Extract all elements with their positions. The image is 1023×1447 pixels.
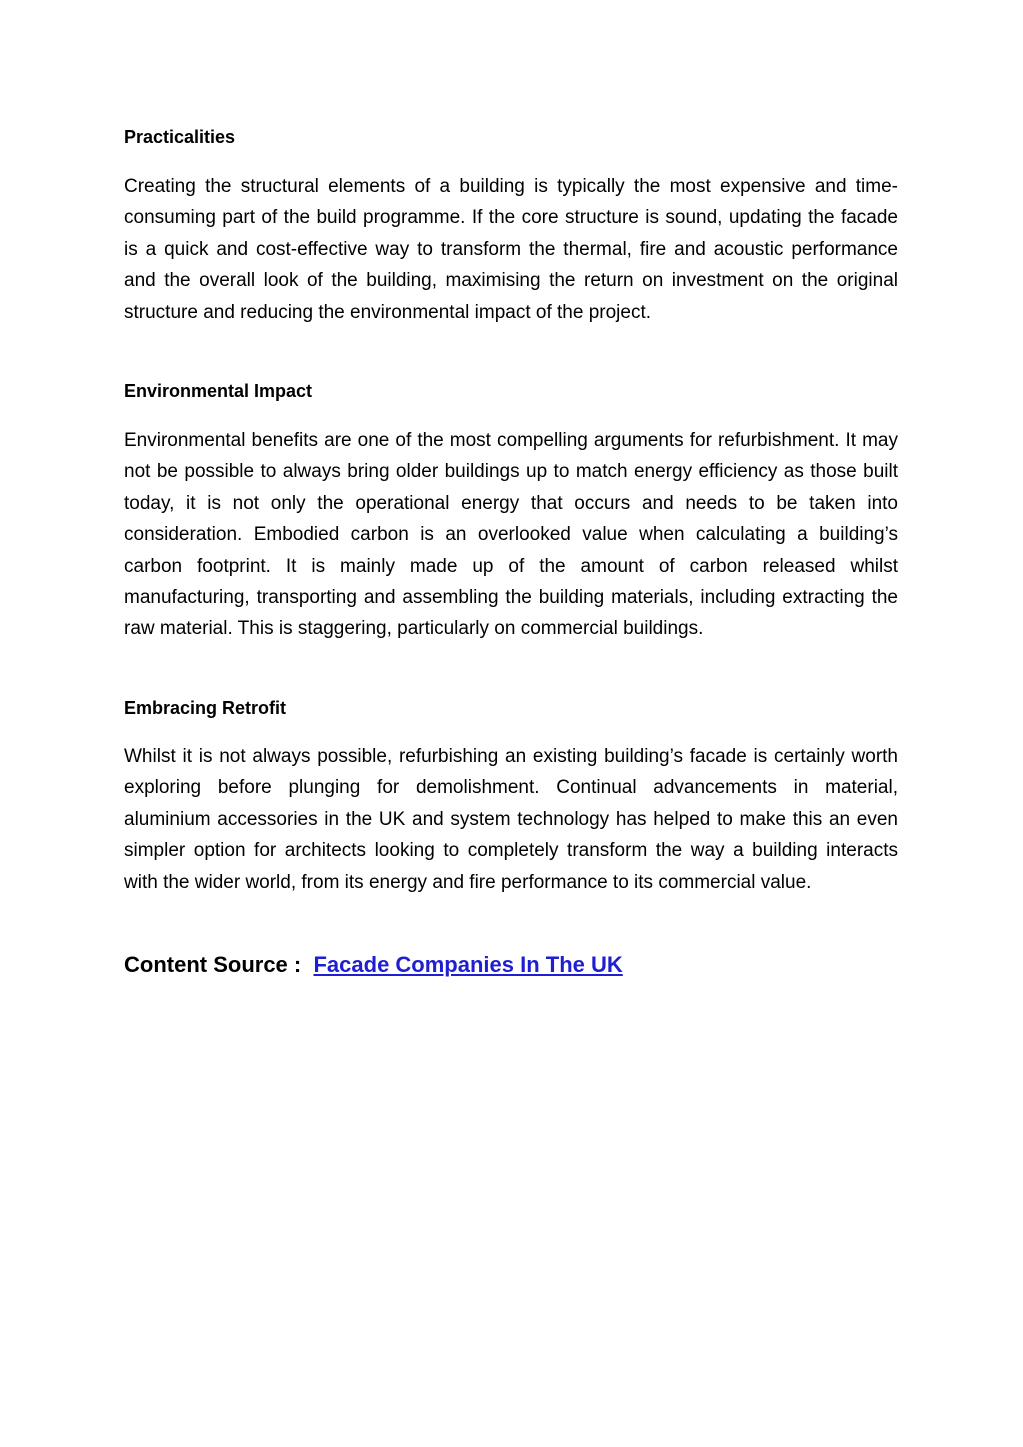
section-heading-embracing-retrofit: Embracing Retrofit [124,698,287,718]
section-heading-environmental-impact: Environmental Impact [124,381,313,401]
content-source-label: Content Source [124,952,288,977]
content-source-separator: : [287,952,308,977]
section-body-practicalities: Creating the structural elements of a building is typically the most expensive and time-consuming part of the build programme. If the core structure is sound, updating the facade is a quick and cost-effective way to transform the thermal, fire and acoustic performance and the overall look of the building, maximising the return on investment on the original structure and reducing the environmental impact of the project. [124,176,898,323]
content-source-link[interactable]: Facade Companies In The UK [313,952,623,977]
section-body-environmental-impact: Environmental benefits are one of the most compelling arguments for refurbishment. It may not be possible to always bring older buildings up to match energy efficiency as those built today, it is not only the operational energy that occurs and needs to be taken into consideration. Embodied carbon is an overlooked value when calculating a building’s carbon footprint. It is mainly made up of the amount of carbon released whilst manufacturing, transporting and assembling the building materials, including extracting the raw material. This is staggering, particularly on commercial buildings. [124,430,898,640]
section-body-embracing-retrofit: Whilst it is not always possible, refurbishing an existing building’s facade is certainly worth exploring before plunging for demolishment. Continual advancements in material, aluminium accessories in the UK and system technology has helped to make this an even simpler option for architects looking to completely transform the way a building interacts with the wider world, from its energy and fire performance to its commercial value. [124,746,898,893]
section-heading-practicalities: Practicalities [124,127,236,147]
content-source [124,948,623,982]
